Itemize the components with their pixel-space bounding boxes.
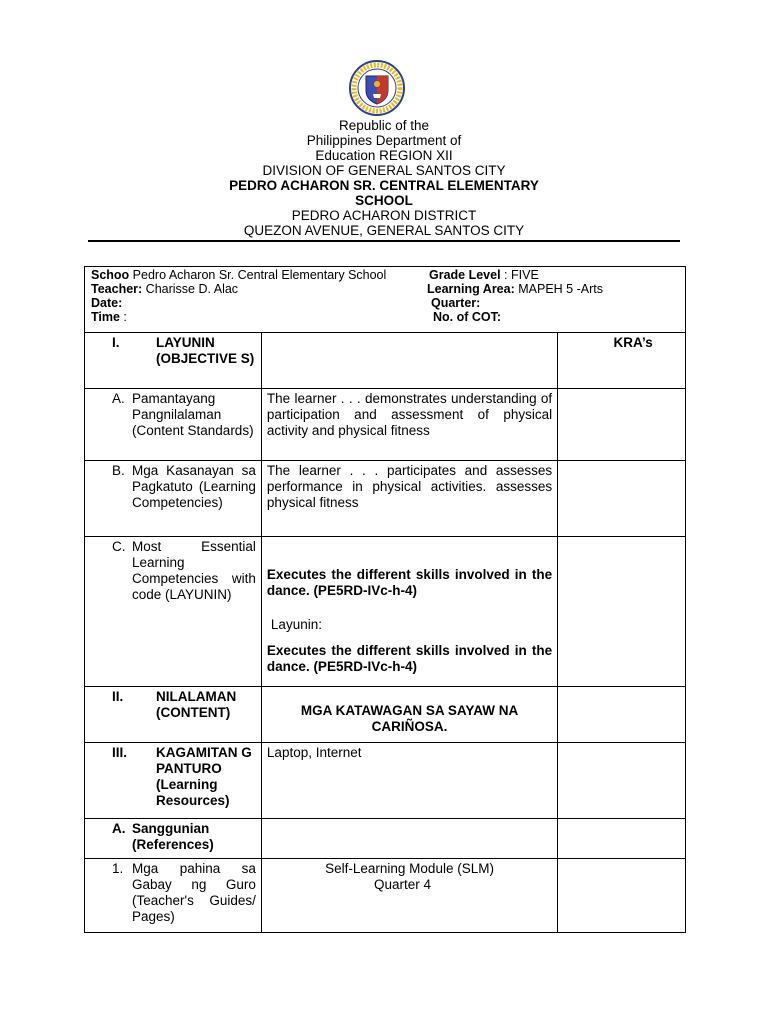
info-row-school — [91, 268, 386, 283]
table-cell — [85, 859, 262, 933]
district-name: PEDRO ACHARON DISTRICT — [291, 208, 477, 223]
table-cell: The learner . . . demonstrates understanding of participation and assessment of physical activity and physical fitness — [261, 389, 557, 461]
table-cell — [85, 537, 262, 687]
table-cell — [558, 389, 686, 461]
table-row — [85, 389, 686, 461]
table-cell — [558, 537, 686, 687]
info-grade — [429, 268, 539, 283]
table-cell — [85, 333, 262, 389]
section-number: III. — [112, 745, 128, 760]
table-cell — [261, 859, 557, 933]
date-label: Date: — [91, 296, 123, 310]
header-line: Republic of the — [338, 118, 430, 133]
info-quarter — [431, 296, 480, 311]
school-label: Schoo — [91, 268, 130, 282]
table-cell — [85, 461, 262, 537]
school-value: Pedro Acharon Sr. Central Elementary School — [129, 268, 387, 282]
info-row-time — [91, 310, 127, 325]
header-divider — [88, 240, 680, 242]
layunin-label: Layunin: — [270, 617, 322, 632]
item-number: A. — [112, 821, 126, 836]
item-number: C. — [112, 539, 126, 554]
item-label: Sanggunian (References) — [132, 821, 214, 852]
cot-label: No. of COT: — [433, 310, 502, 324]
school-name: PEDRO ACHARON SR. CENTRAL ELEMENTARY — [229, 178, 539, 193]
table-row — [85, 461, 686, 537]
table-cell — [558, 859, 686, 933]
item-label: Mga pahina sa Gabay ng Guro (Teacher's Guides/ Pages) — [132, 861, 256, 924]
division-name: DIVISION OF GENERAL SANTOS CITY — [262, 163, 506, 178]
table-row — [85, 333, 686, 389]
grade-label: Grade Level — [429, 268, 501, 282]
table-cell — [558, 333, 686, 389]
table-cell — [85, 819, 262, 859]
table-cell — [261, 819, 557, 859]
section-number: I. — [112, 335, 120, 350]
header-line: Education REGION XII — [315, 148, 453, 163]
slm-title: Self-Learning Module (SLM) — [325, 861, 494, 876]
table-cell — [558, 743, 686, 819]
table-cell — [558, 461, 686, 537]
teacher-value: Charisse D. Alac — [142, 282, 239, 296]
lesson-plan-table — [84, 332, 686, 933]
grade-value: : FIVE — [500, 268, 539, 282]
school-address: QUEZON AVENUE, GENERAL SANTOS CITY — [243, 223, 525, 238]
learning-area-label: Learning Area: — [427, 282, 515, 296]
table-row — [85, 859, 686, 933]
item-label: Mga Kasanayan sa Pagkatuto (Learning Competencies) — [132, 463, 256, 510]
table-cell — [85, 687, 262, 743]
school-name-cont: SCHOOL — [355, 193, 413, 208]
item-number: B. — [112, 463, 125, 478]
table-row — [85, 687, 686, 743]
table-cell: The learner . . . participates and assesses performance in physical activities. assesses physical fitness — [261, 461, 557, 537]
quarter-label: Quarter: — [431, 296, 481, 310]
section-label: LAYUNIN (OBJECTIVE S) — [156, 335, 255, 366]
layunin-statement: Executes the different skills involved in the dance. (PE5RD-IVc-h-4) — [266, 643, 553, 674]
table-row — [85, 537, 686, 687]
kra-heading: KRA’s — [613, 335, 653, 350]
teacher-label: Teacher: — [91, 282, 143, 296]
item-number: A. — [112, 391, 125, 406]
table-cell — [261, 537, 557, 687]
info-row-teacher — [91, 282, 238, 297]
table-row — [85, 819, 686, 859]
slm-quarter: Quarter 4 — [374, 877, 432, 892]
item-number: 1. — [112, 861, 124, 876]
table-cell — [85, 389, 262, 461]
time-value: : — [119, 310, 127, 324]
table-cell — [558, 687, 686, 743]
item-label: Pamantayang Pangnilalaman (Content Standards) — [132, 391, 254, 438]
resources-text: Laptop, Internet — [261, 743, 557, 819]
info-row-date — [91, 296, 122, 311]
table-cell — [85, 743, 262, 819]
letterhead — [0, 118, 768, 238]
section-number: II. — [112, 689, 124, 704]
content-title: MGA KATAWAGAN SA SAYAW NA CARIÑOSA. — [261, 687, 557, 743]
item-label: Most Essential Learning Competencies with code (LAYUNIN) — [132, 539, 256, 602]
melc-statement: Executes the different skills involved in the dance. (PE5RD-IVc-h-4) — [266, 567, 553, 598]
table-row — [85, 743, 686, 819]
info-cot — [433, 310, 501, 325]
deped-seal-logo — [344, 60, 410, 116]
header-line: Philippines Department of — [306, 133, 462, 148]
time-label: Time — [91, 310, 120, 324]
section-label: NILALAMAN (CONTENT) — [156, 689, 237, 720]
table-cell — [261, 333, 557, 389]
lesson-info-box — [84, 266, 686, 333]
learning-area-value: MAPEH 5 -Arts — [514, 282, 603, 296]
info-area — [427, 282, 603, 297]
section-label: KAGAMITAN G PANTURO (Learning Resources) — [156, 745, 252, 808]
table-cell — [558, 819, 686, 859]
